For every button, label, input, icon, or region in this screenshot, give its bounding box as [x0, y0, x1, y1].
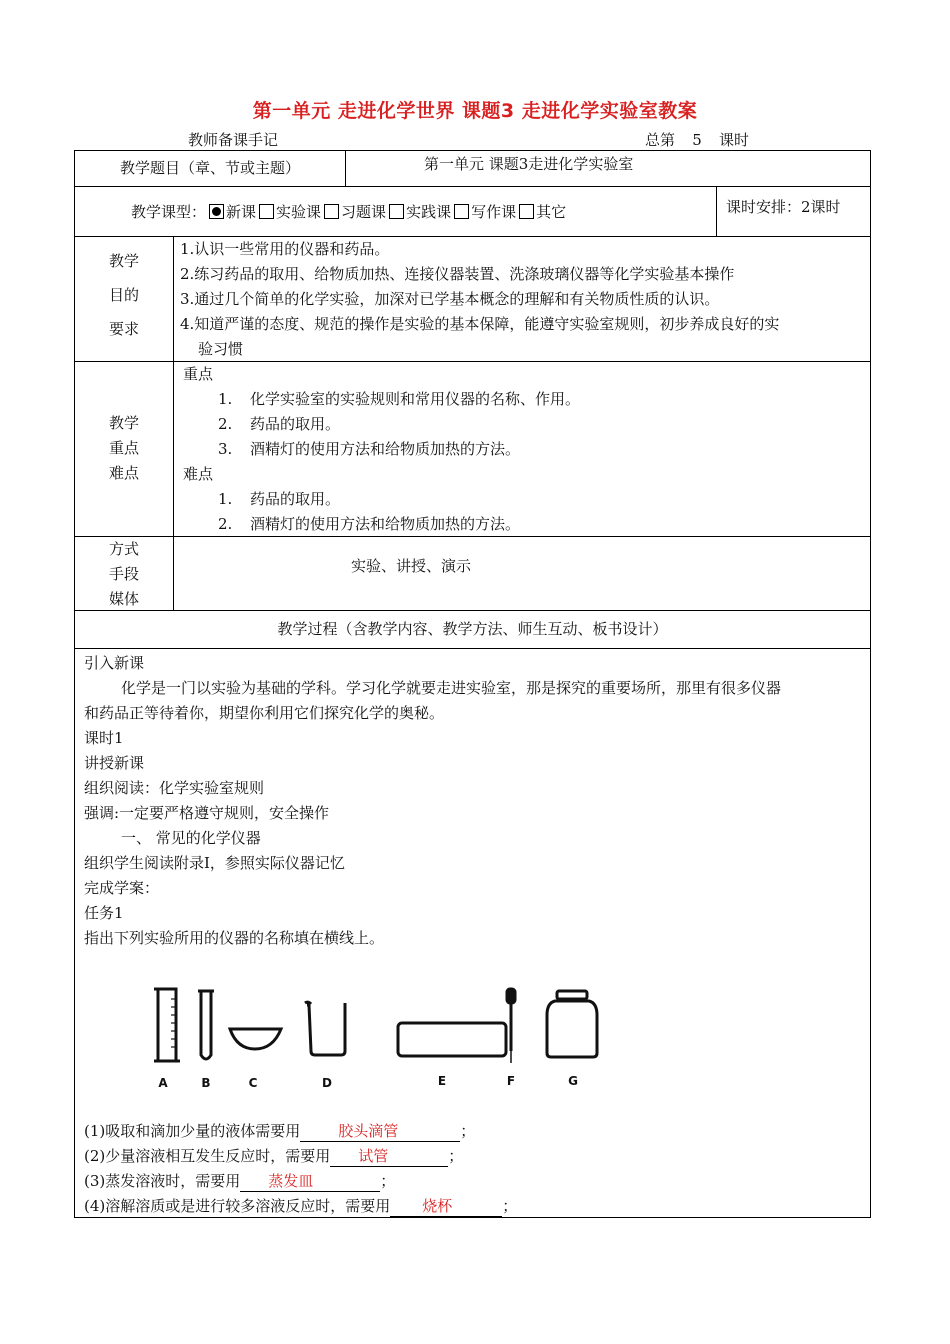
answer-blank[interactable]: 胶头滴管 [300, 1121, 460, 1142]
lesson-total-prefix: 总第 [645, 131, 676, 149]
appendix-note: 组织学生阅读附录Ⅰ，参照实际仪器记忆 [84, 854, 345, 872]
goal-item: 验习惯 [198, 340, 244, 358]
method-label-line: 手段 [108, 565, 139, 583]
key-points-label [75, 411, 173, 486]
intro-text: 化学是一门以实验为基础的学科。学习化学就要走进实验室，那是探究的重要场所，那里有很多仪器 [121, 679, 782, 697]
checkbox-other-lesson[interactable] [519, 204, 534, 219]
goals-label-line: 教学 [108, 252, 139, 270]
course-type-row [131, 200, 566, 225]
row-divider [75, 648, 870, 649]
graduated-cylinder-icon [154, 989, 180, 1061]
type-label-new: 新课 [226, 203, 257, 221]
equipment-label: G [568, 1074, 578, 1088]
column-divider [345, 151, 346, 186]
test-tube-icon [198, 991, 214, 1059]
notebook-label: 教师备课手记 [188, 131, 279, 149]
method-value: 实验、讲授、演示 [351, 557, 472, 575]
key-label-line: 教学 [108, 414, 139, 432]
lesson-total-number: 5 [692, 131, 702, 149]
key-point: 1. 化学实验室的实验规则和常用仪器的名称、作用。 [218, 390, 581, 408]
goals-label [75, 244, 173, 346]
checkbox-lab-lesson[interactable] [259, 204, 274, 219]
checkbox-exercise-lesson[interactable] [324, 204, 339, 219]
goals-list [180, 237, 779, 362]
answer-blank[interactable]: 蒸发皿 [240, 1171, 380, 1192]
method-label [75, 537, 173, 612]
questions [84, 1119, 517, 1219]
difficult-point: 2. 酒精灯的使用方法和给物质加热的方法。 [218, 515, 521, 533]
evaporating-dish-icon [230, 1029, 281, 1049]
dropper-icon [507, 989, 515, 1063]
type-label-lab: 实验课 [276, 203, 322, 221]
lesson-total [645, 129, 749, 150]
task-label: 任务1 [84, 904, 124, 922]
difficult-point: 1. 药品的取用。 [218, 490, 341, 508]
key-label-line: 重点 [108, 439, 139, 457]
question-1: (1)吸取和滴加少量的液体需要用 胶头滴管 ； [84, 1122, 476, 1140]
type-label-practice: 实践课 [406, 203, 452, 221]
checkbox-practice-lesson[interactable] [389, 204, 404, 219]
intro-text-cont: 和药品正等待着你，期望你利用它们探究化学的奥秘。 [84, 704, 445, 722]
method-label-line: 媒体 [108, 590, 139, 608]
beaker-icon [305, 1002, 345, 1055]
trough-icon [398, 1023, 506, 1056]
lesson-plan-table [74, 150, 871, 1218]
section-heading: 一、 常见的化学仪器 [121, 829, 261, 847]
equipment-label: F [506, 1074, 516, 1088]
topic-label: 教学题目（章、节或主题） [119, 159, 300, 177]
reading-task: 组织阅读：化学实验室规则 [84, 779, 265, 797]
key-point: 3. 酒精灯的使用方法和给物质加热的方法。 [218, 440, 521, 458]
finish-note: 完成学案： [84, 879, 160, 897]
lesson-number: 课时1 [84, 729, 124, 747]
row-divider [75, 610, 870, 611]
goal-item: 3.通过几个简单的化学实验，加深对已学基本概念的理解和有关物质性质的认识。 [180, 290, 720, 308]
goals-label-line: 要求 [108, 320, 139, 338]
wide-mouth-bottle-icon [547, 991, 597, 1057]
goal-item: 1.认识一些常用的仪器和药品。 [180, 240, 390, 258]
equipment-label: B [201, 1076, 211, 1090]
key-point: 2. 药品的取用。 [218, 415, 341, 433]
process-content [84, 651, 864, 951]
checkbox-writing-lesson[interactable] [454, 204, 469, 219]
equipment-label: C [248, 1076, 258, 1090]
goal-item: 2.练习药品的取用、给物质加热、连接仪器装置、洗涤玻璃仪器等化学实验基本操作 [180, 265, 735, 283]
equipment-label: D [322, 1076, 332, 1090]
task-instruction: 指出下列实验所用的仪器的名称填在横线上。 [84, 929, 385, 947]
type-label-other: 其它 [536, 203, 567, 221]
key-heading: 重点 [183, 365, 214, 383]
document-title: 第一单元 走进化学世界 课题3 走进化学实验室教案 [252, 100, 698, 122]
lab-equipment-illustration [75, 971, 870, 1091]
equipment-label: A [158, 1076, 168, 1090]
key-points-list [183, 362, 580, 537]
schedule: 课时安排：2课时 [726, 198, 841, 216]
type-label-exercise: 习题课 [341, 203, 387, 221]
topic-value: 第一单元 课题3走进化学实验室 [424, 155, 634, 173]
question-4: (4)溶解溶质或是进行较多溶液反应时，需要用 烧杯 ； [84, 1197, 518, 1215]
row-divider [75, 186, 870, 187]
question-2: (2)少量溶液相互发生反应时，需要用 试管 ； [84, 1147, 464, 1165]
method-label-line: 方式 [108, 540, 139, 558]
key-label-line: 难点 [108, 464, 139, 482]
answer-blank[interactable]: 试管 [330, 1146, 448, 1167]
difficult-heading: 难点 [183, 465, 214, 483]
lesson-total-suffix: 课时 [719, 131, 750, 149]
intro-heading: 引入新课 [84, 654, 145, 672]
process-header: 教学过程（含教学内容、教学方法、师生互动、板书设计） [277, 620, 668, 638]
answer-blank[interactable]: 烧杯 [390, 1196, 502, 1217]
emphasis: 强调:一定要严格遵守规则，安全操作 [84, 804, 330, 822]
goal-item: 4.知道严谨的态度、规范的操作是实验的基本保障，能遵守实验室规则，初步养成良好的实 [180, 315, 780, 333]
column-divider [716, 186, 717, 236]
equipment-label: E [437, 1074, 447, 1088]
goals-label-line: 目的 [108, 286, 139, 304]
course-type-label: 教学课型： [131, 203, 207, 221]
column-divider [173, 236, 174, 610]
new-lesson-heading: 讲授新课 [84, 754, 145, 772]
checkbox-new-lesson[interactable] [209, 204, 224, 219]
type-label-writing: 写作课 [471, 203, 517, 221]
question-3: (3)蒸发溶液时，需要用 蒸发皿 ； [84, 1172, 396, 1190]
